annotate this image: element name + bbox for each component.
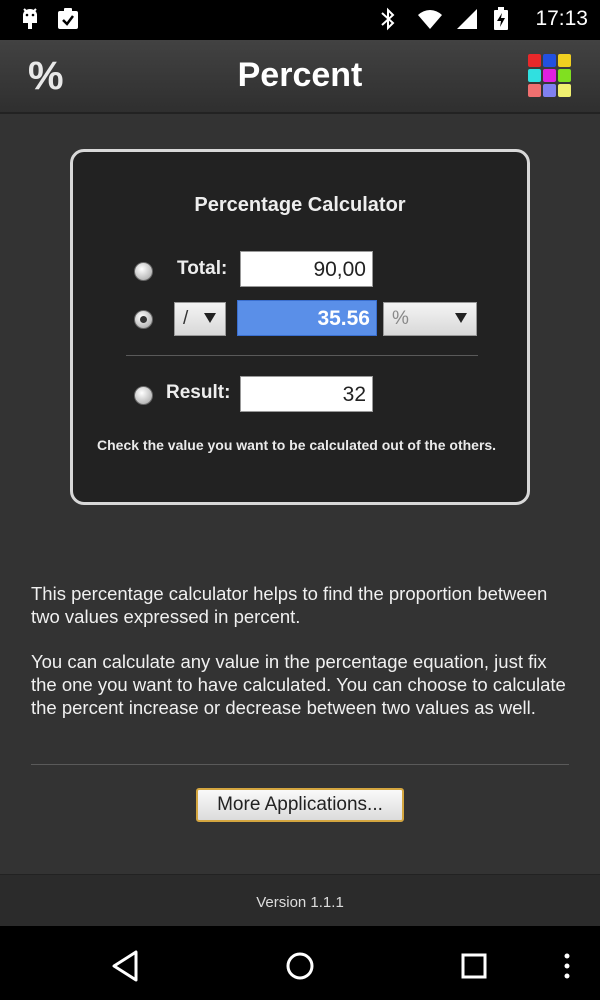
grid-cell xyxy=(558,84,571,97)
result-radio[interactable] xyxy=(134,386,153,405)
total-input[interactable]: 90,00 xyxy=(240,251,373,287)
grid-cell xyxy=(528,69,541,82)
footer xyxy=(0,874,600,926)
status-time: 17:13 xyxy=(535,7,588,30)
panel-divider xyxy=(126,355,478,356)
calculator-hint: Check the value you want to be calculated out of the others. xyxy=(97,437,497,453)
chevron-down-icon xyxy=(455,313,467,323)
grid-cell xyxy=(528,84,541,97)
grid-cell xyxy=(558,54,571,67)
grid-cell xyxy=(543,84,556,97)
cell-signal-icon xyxy=(455,6,479,32)
description-paragraph-1: This percentage calculator helps to find the proportion between two values expressed in percent. xyxy=(31,583,548,627)
grid-cell xyxy=(543,69,556,82)
back-icon[interactable] xyxy=(106,946,146,986)
recents-icon[interactable] xyxy=(454,946,494,986)
page-title: Percent xyxy=(237,56,363,94)
status-bar xyxy=(0,0,600,40)
content-divider xyxy=(31,764,569,765)
app-logo-percent-icon: % xyxy=(28,54,64,98)
version-text: Version 1.1.1 xyxy=(256,894,344,911)
operator-value: / xyxy=(183,308,189,329)
description-paragraph-2: You can calculate any value in the percentage equation, just fix the one you want to have calculated. You can choose to calculate the percent increase or decrease between two values as well. xyxy=(31,651,566,718)
ratio-radio[interactable] xyxy=(134,310,153,329)
android-debug-icon xyxy=(18,6,42,32)
total-label: Total: xyxy=(177,258,228,279)
battery-charging-icon xyxy=(493,6,517,32)
grid-cell xyxy=(528,54,541,67)
overflow-menu-icon[interactable] xyxy=(552,946,582,986)
ratio-input[interactable]: 35.56 xyxy=(237,300,377,336)
home-icon[interactable] xyxy=(280,946,320,986)
calculator-panel xyxy=(70,149,530,505)
total-radio[interactable] xyxy=(134,262,153,281)
calculator-title: Percentage Calculator xyxy=(194,194,406,216)
grid-cell xyxy=(558,69,571,82)
bluetooth-icon xyxy=(379,6,403,32)
result-input[interactable]: 32 xyxy=(240,376,373,412)
clipboard-check-icon xyxy=(56,6,80,32)
wifi-icon xyxy=(417,6,441,32)
app-header xyxy=(0,40,600,114)
grid-cell xyxy=(543,54,556,67)
navigation-bar xyxy=(0,926,600,1000)
unit-value: % xyxy=(392,308,409,329)
unit-select[interactable] xyxy=(383,302,477,336)
apps-grid-icon[interactable] xyxy=(528,54,574,100)
operator-select[interactable] xyxy=(174,302,226,336)
result-label: Result: xyxy=(166,382,231,403)
more-applications-button[interactable]: More Applications... xyxy=(196,788,404,822)
chevron-down-icon xyxy=(204,313,216,323)
